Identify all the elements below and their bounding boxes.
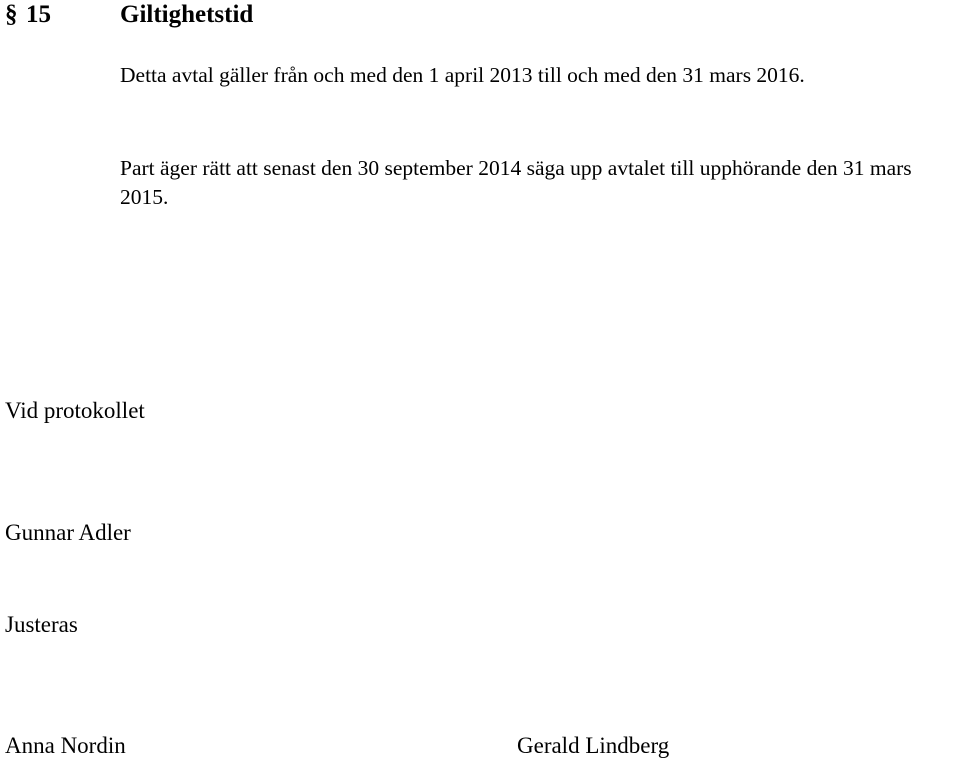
termination-paragraph: Part äger rätt att senast den 30 september 2014 säga upp avtalet till upphörande den 31 mars 2015. bbox=[120, 156, 912, 209]
minutes-taker-name: Gunnar Adler bbox=[5, 520, 131, 545]
minutes-label: Vid protokollet bbox=[5, 398, 145, 423]
section-sign: § bbox=[5, 1, 18, 28]
validity-paragraph: Detta avtal gäller från och med den 1 april 2013 till och med den 31 mars 2016. bbox=[120, 63, 805, 87]
adjusted-label: Justeras bbox=[5, 612, 78, 637]
section-number: 15 bbox=[26, 1, 51, 28]
signer-right-name: Gerald Lindberg bbox=[517, 733, 670, 758]
signer-left-name: Anna Nordin bbox=[5, 733, 126, 758]
section-title: Giltighetstid bbox=[120, 1, 254, 28]
